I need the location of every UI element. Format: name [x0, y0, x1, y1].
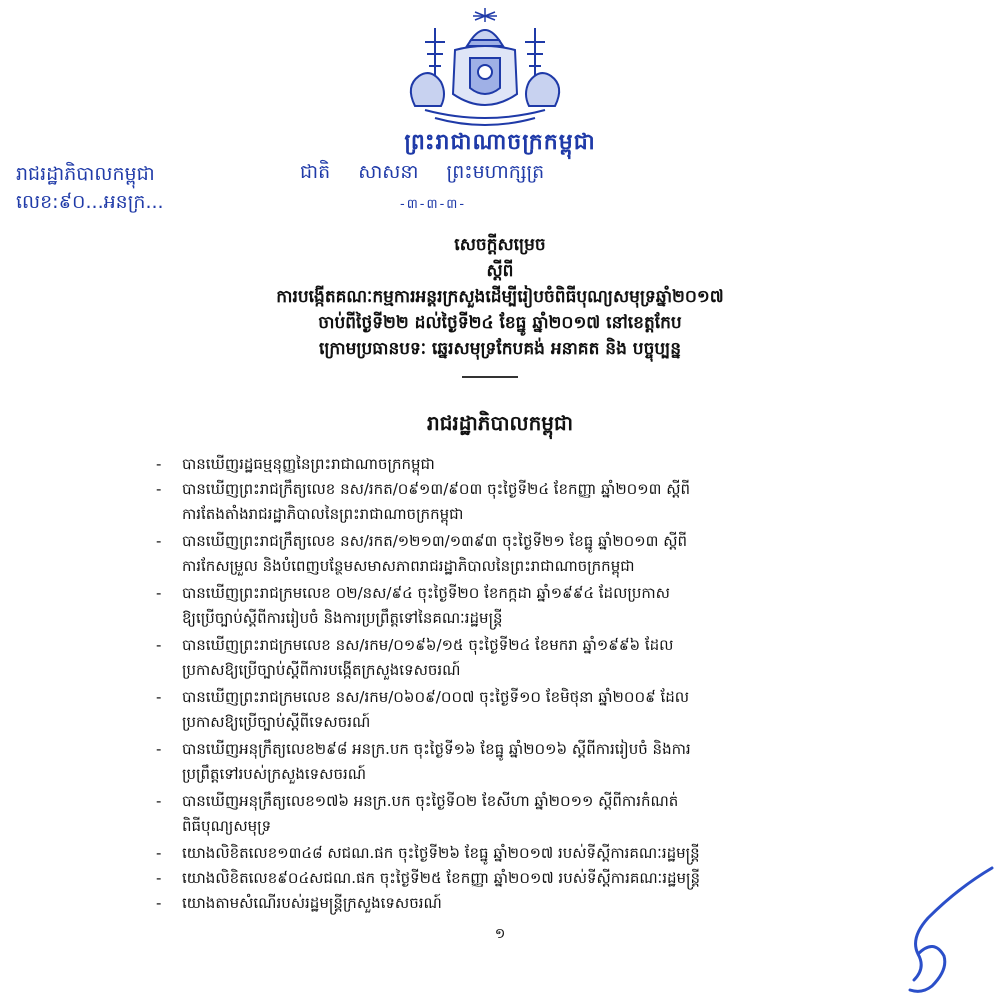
list-item-line: - យោងលិខិតលេខ៩០៤សជណ.ផក ចុះថ្ងៃទី២៥ ខែកញ្ញា ឆ្នាំ២០១៧ របស់ទីស្តីការគណៈរដ្ឋមន្ត្រី: [182, 869, 701, 887]
title-divider: [462, 376, 518, 378]
list-item: [152, 891, 922, 916]
list-item: [152, 789, 922, 839]
list-item: [152, 452, 922, 477]
list-item: [152, 581, 922, 631]
list-item-line: ពិធីបុណ្យសមុទ្រ: [182, 817, 272, 835]
list-item-line: ឱ្យប្រើច្បាប់ស្តីពីការរៀបចំ និងការប្រព្រឹត្តទៅនៃគណៈរដ្ឋមន្ត្រី: [182, 609, 503, 627]
list-item-line: - បានឃើញព្រះរាជក្រឹត្យលេខ នស/រកត/១២១៣/១៣៩៣ ចុះថ្ងៃទី២១ ខែធ្នូ ឆ្នាំ២០១៣ ស្តីពី: [182, 532, 688, 550]
list-item: [152, 841, 922, 866]
motto-ornament: -៣-៣-៣-: [400, 197, 467, 212]
national-motto: ជាតិ សាសនា ព្រះមហាក្សត្រ: [300, 161, 545, 183]
document-type: សេចក្តីសម្រេច: [454, 235, 546, 255]
subject-line-1: ការបង្កើតគណៈកម្មការអន្តរក្រសួងដើម្បីរៀបចំពិធីបុណ្យសមុទ្រឆ្នាំ២០១៧: [276, 287, 724, 307]
list-item: [152, 529, 922, 579]
subject-line-3: ក្រោមប្រធានបទៈ ឆ្នេរសមុទ្រកែបគង់ អនាគត និង បច្ចុប្បន្ន: [318, 339, 682, 359]
document-about: ស្តីពី: [486, 261, 514, 281]
list-item-line: - បានឃើញអនុក្រឹត្យលេខ១៧៦ អនក្រ.បក ចុះថ្ងៃទី០២ ខែសីហា ឆ្នាំ២០១១ ស្តីពីការកំណត់: [182, 792, 679, 810]
list-item-line: ប្រព្រឹត្តទៅរបស់ក្រសួងទេសចរណ៍: [182, 765, 367, 783]
list-item-line: - បានឃើញព្រះរាជក្រឹត្យលេខ នស/រកត/០៩១៣/៩០៣ ចុះថ្ងៃទី២៤ ខែកញ្ញា ឆ្នាំ២០១៣ ស្តីពី: [182, 480, 691, 498]
government-label: រាជរដ្ឋាភិបាលកម្ពុជា: [16, 163, 155, 185]
reference-number: លេខ:៩០...អនក្រ...: [16, 191, 164, 213]
royal-coat-of-arms-icon: [395, 6, 575, 128]
decision-title-block: [0, 232, 1000, 362]
list-item-line: - បានឃើញអនុក្រឹត្យលេខ២៩៨ អនក្រ.បក ចុះថ្ងៃទី១៦ ខែធ្នូ ឆ្នាំ២០១៦ ស្តីពីការរៀបចំ និងការ: [182, 740, 691, 758]
list-item-line: - បានឃើញព្រះរាជក្រមលេខ ០២/នស/៩៤ ចុះថ្ងៃទី២០ ខែកក្កដា ឆ្នាំ១៩៩៤ ដែលប្រកាស: [182, 584, 670, 602]
list-item: [152, 477, 922, 527]
list-item-line: - បានឃើញព្រះរាជក្រមលេខ នស/រកម/០១៩៦/១៥ ចុះថ្ងៃទី២៤ ខែមករា ឆ្នាំ១៩៩៦ ដែល: [182, 636, 674, 654]
list-item: [152, 866, 922, 891]
page-number: ១: [494, 926, 506, 942]
list-item: [152, 737, 922, 787]
list-item: [152, 685, 922, 735]
list-item-line: - យោងតាមសំណើរបស់រដ្ឋមន្ត្រីក្រសួងទេសចរណ៍: [182, 894, 442, 912]
list-item-line: ការតែងតាំងរាជរដ្ឋាភិបាលនៃព្រះរាជាណាចក្រកម្ពុជា: [182, 505, 464, 523]
list-item-line: - បានឃើញរដ្ឋធម្មនុញ្ញនៃព្រះរាជាណាចក្រកម្ពុជា: [182, 455, 435, 473]
section-heading: រាជរដ្ឋាភិបាលកម្ពុជា: [427, 411, 573, 435]
header-left-block: [16, 160, 164, 216]
subject-line-2: ចាប់ពីថ្ងៃទី២២ ដល់ថ្ងៃទី២៤ ខែធ្នូ ឆ្នាំ២០១៧ នៅខេត្តកែប: [318, 313, 682, 333]
list-item: [152, 633, 922, 683]
kingdom-title: ព្រះរាជាណាចក្រកម្ពុជា: [404, 130, 596, 155]
signature-icon: [888, 858, 1000, 998]
list-item-line: - បានឃើញព្រះរាជក្រមលេខ នស/រកម/០៦០៩/០០៧ ចុះថ្ងៃទី១០ ខែមិថុនា ឆ្នាំ២០០៩ ដែល: [182, 688, 690, 706]
considerations-list: [152, 452, 922, 916]
list-item-line: ប្រកាសឱ្យប្រើច្បាប់ស្តីពីការបង្កើតក្រសួងទេសចរណ៍: [182, 661, 461, 679]
list-item-line: ប្រកាសឱ្យប្រើច្បាប់ស្តីពីទេសចរណ៍: [182, 713, 371, 731]
list-item-line: ការកែសម្រួល និងបំពេញបន្ថែមសមាសភាពរាជរដ្ឋាភិបាលនៃព្រះរាជាណាចក្រកម្ពុជា: [182, 557, 635, 575]
list-item-line: - យោងលិខិតលេខ១៣៤៨ សជណ.ផក ចុះថ្ងៃទី២៦ ខែធ្នូ ឆ្នាំ២០១៧ របស់ទីស្តីការគណៈរដ្ឋមន្ត្រី: [182, 844, 700, 862]
